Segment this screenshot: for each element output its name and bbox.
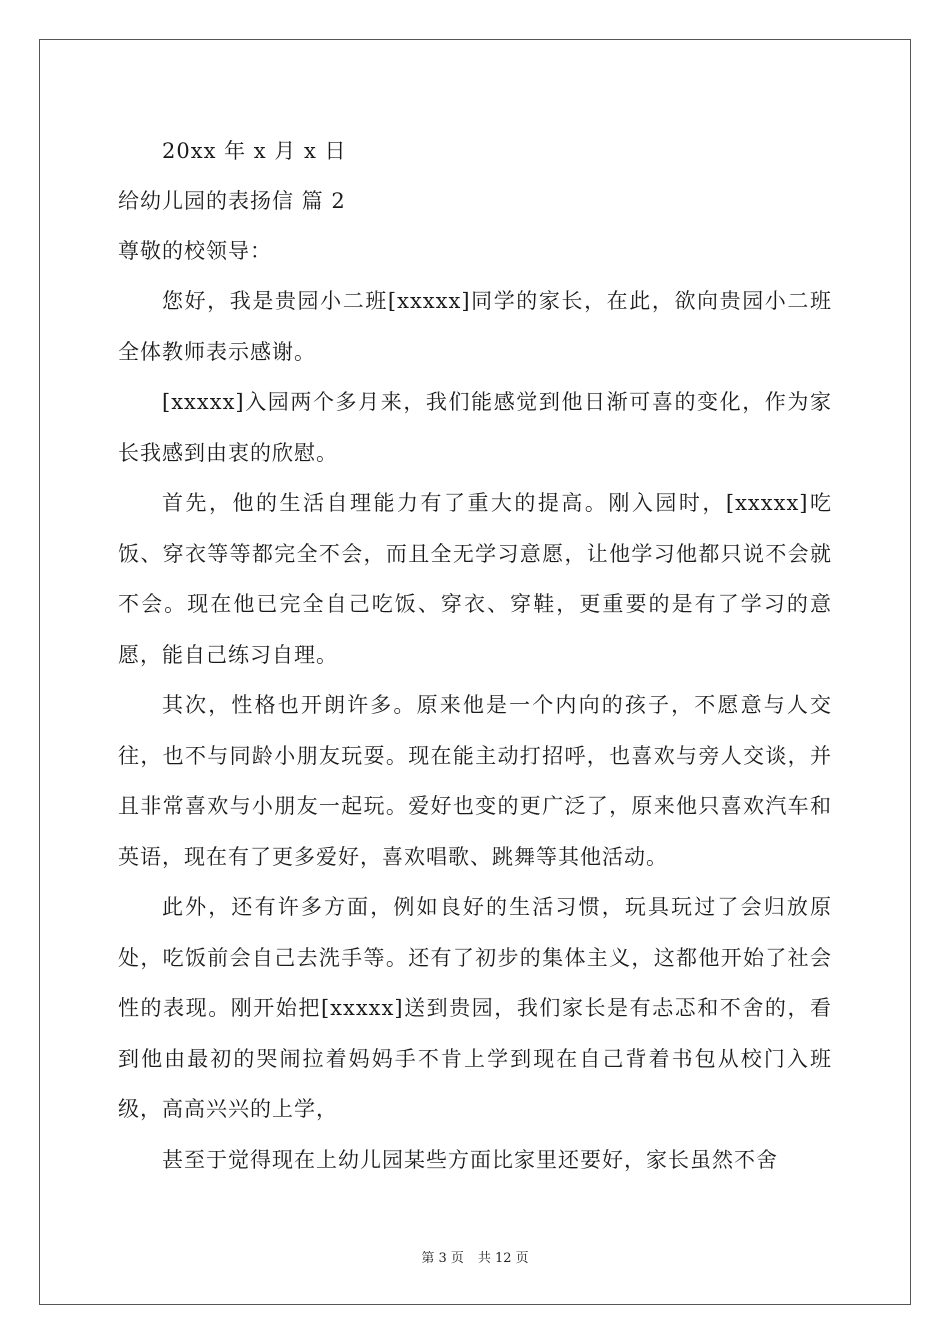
- document-body: [118, 126, 832, 1185]
- paragraph-personality: 其次，性格也开朗许多。原来他是一个内向的孩子，不愿意与人交往，也不与同龄小朋友玩耍。现在能主动打招呼，也喜欢与旁人交谈，并且非常喜欢与小朋友一起玩。爱好也变的更广泛了，原来他只喜欢汽车和英语，现在有了更多爱好，喜欢唱歌、跳舞等其他活动。: [118, 693, 832, 869]
- letter-title: 给幼儿园的表扬信 篇 2: [118, 189, 346, 213]
- page-number: 第 3 页: [421, 1251, 464, 1266]
- page-total: 共 12 页: [477, 1251, 529, 1266]
- date-line: 20xx 年 x 月 x 日: [162, 139, 347, 163]
- paragraph-progress: [xxxxx]入园两个多月来，我们能感觉到他日渐可喜的变化，作为家长我感到由衷的欣慰。: [118, 390, 832, 465]
- paragraph-self-care: 首先，他的生活自理能力有了重大的提高。刚入园时，[xxxxx]吃饭、穿衣等等都完全不会，而且全无学习意愿，让他学习他都只说不会就不会。现在他已完全自己吃饭、穿衣、穿鞋，更重要的是有了学习的意愿，能自己练习自理。: [118, 491, 832, 667]
- paragraph-greeting: 您好，我是贵园小二班[xxxxx]同学的家长，在此，欲向贵园小二班全体教师表示感谢。: [118, 289, 832, 364]
- paragraph-continued: 甚至于觉得现在上幼儿园某些方面比家里还要好，家长虽然不舍: [162, 1147, 778, 1172]
- page-footer: [0, 1247, 950, 1266]
- paragraph-habits: 此外，还有许多方面，例如良好的生活习惯，玩具玩过了会归放原处，吃饭前会自己去洗手等。还有了初步的集体主义，这都他开始了社会性的表现。刚开始把[xxxxx]送到贵园，我们家长是有忐忑和不舍的，看到他由最初的哭闹拉着妈妈手不肯上学到现在自己背着书包从校门入班级，高高兴兴的上学，: [118, 895, 832, 1121]
- salutation: 尊敬的校领导：: [118, 239, 272, 263]
